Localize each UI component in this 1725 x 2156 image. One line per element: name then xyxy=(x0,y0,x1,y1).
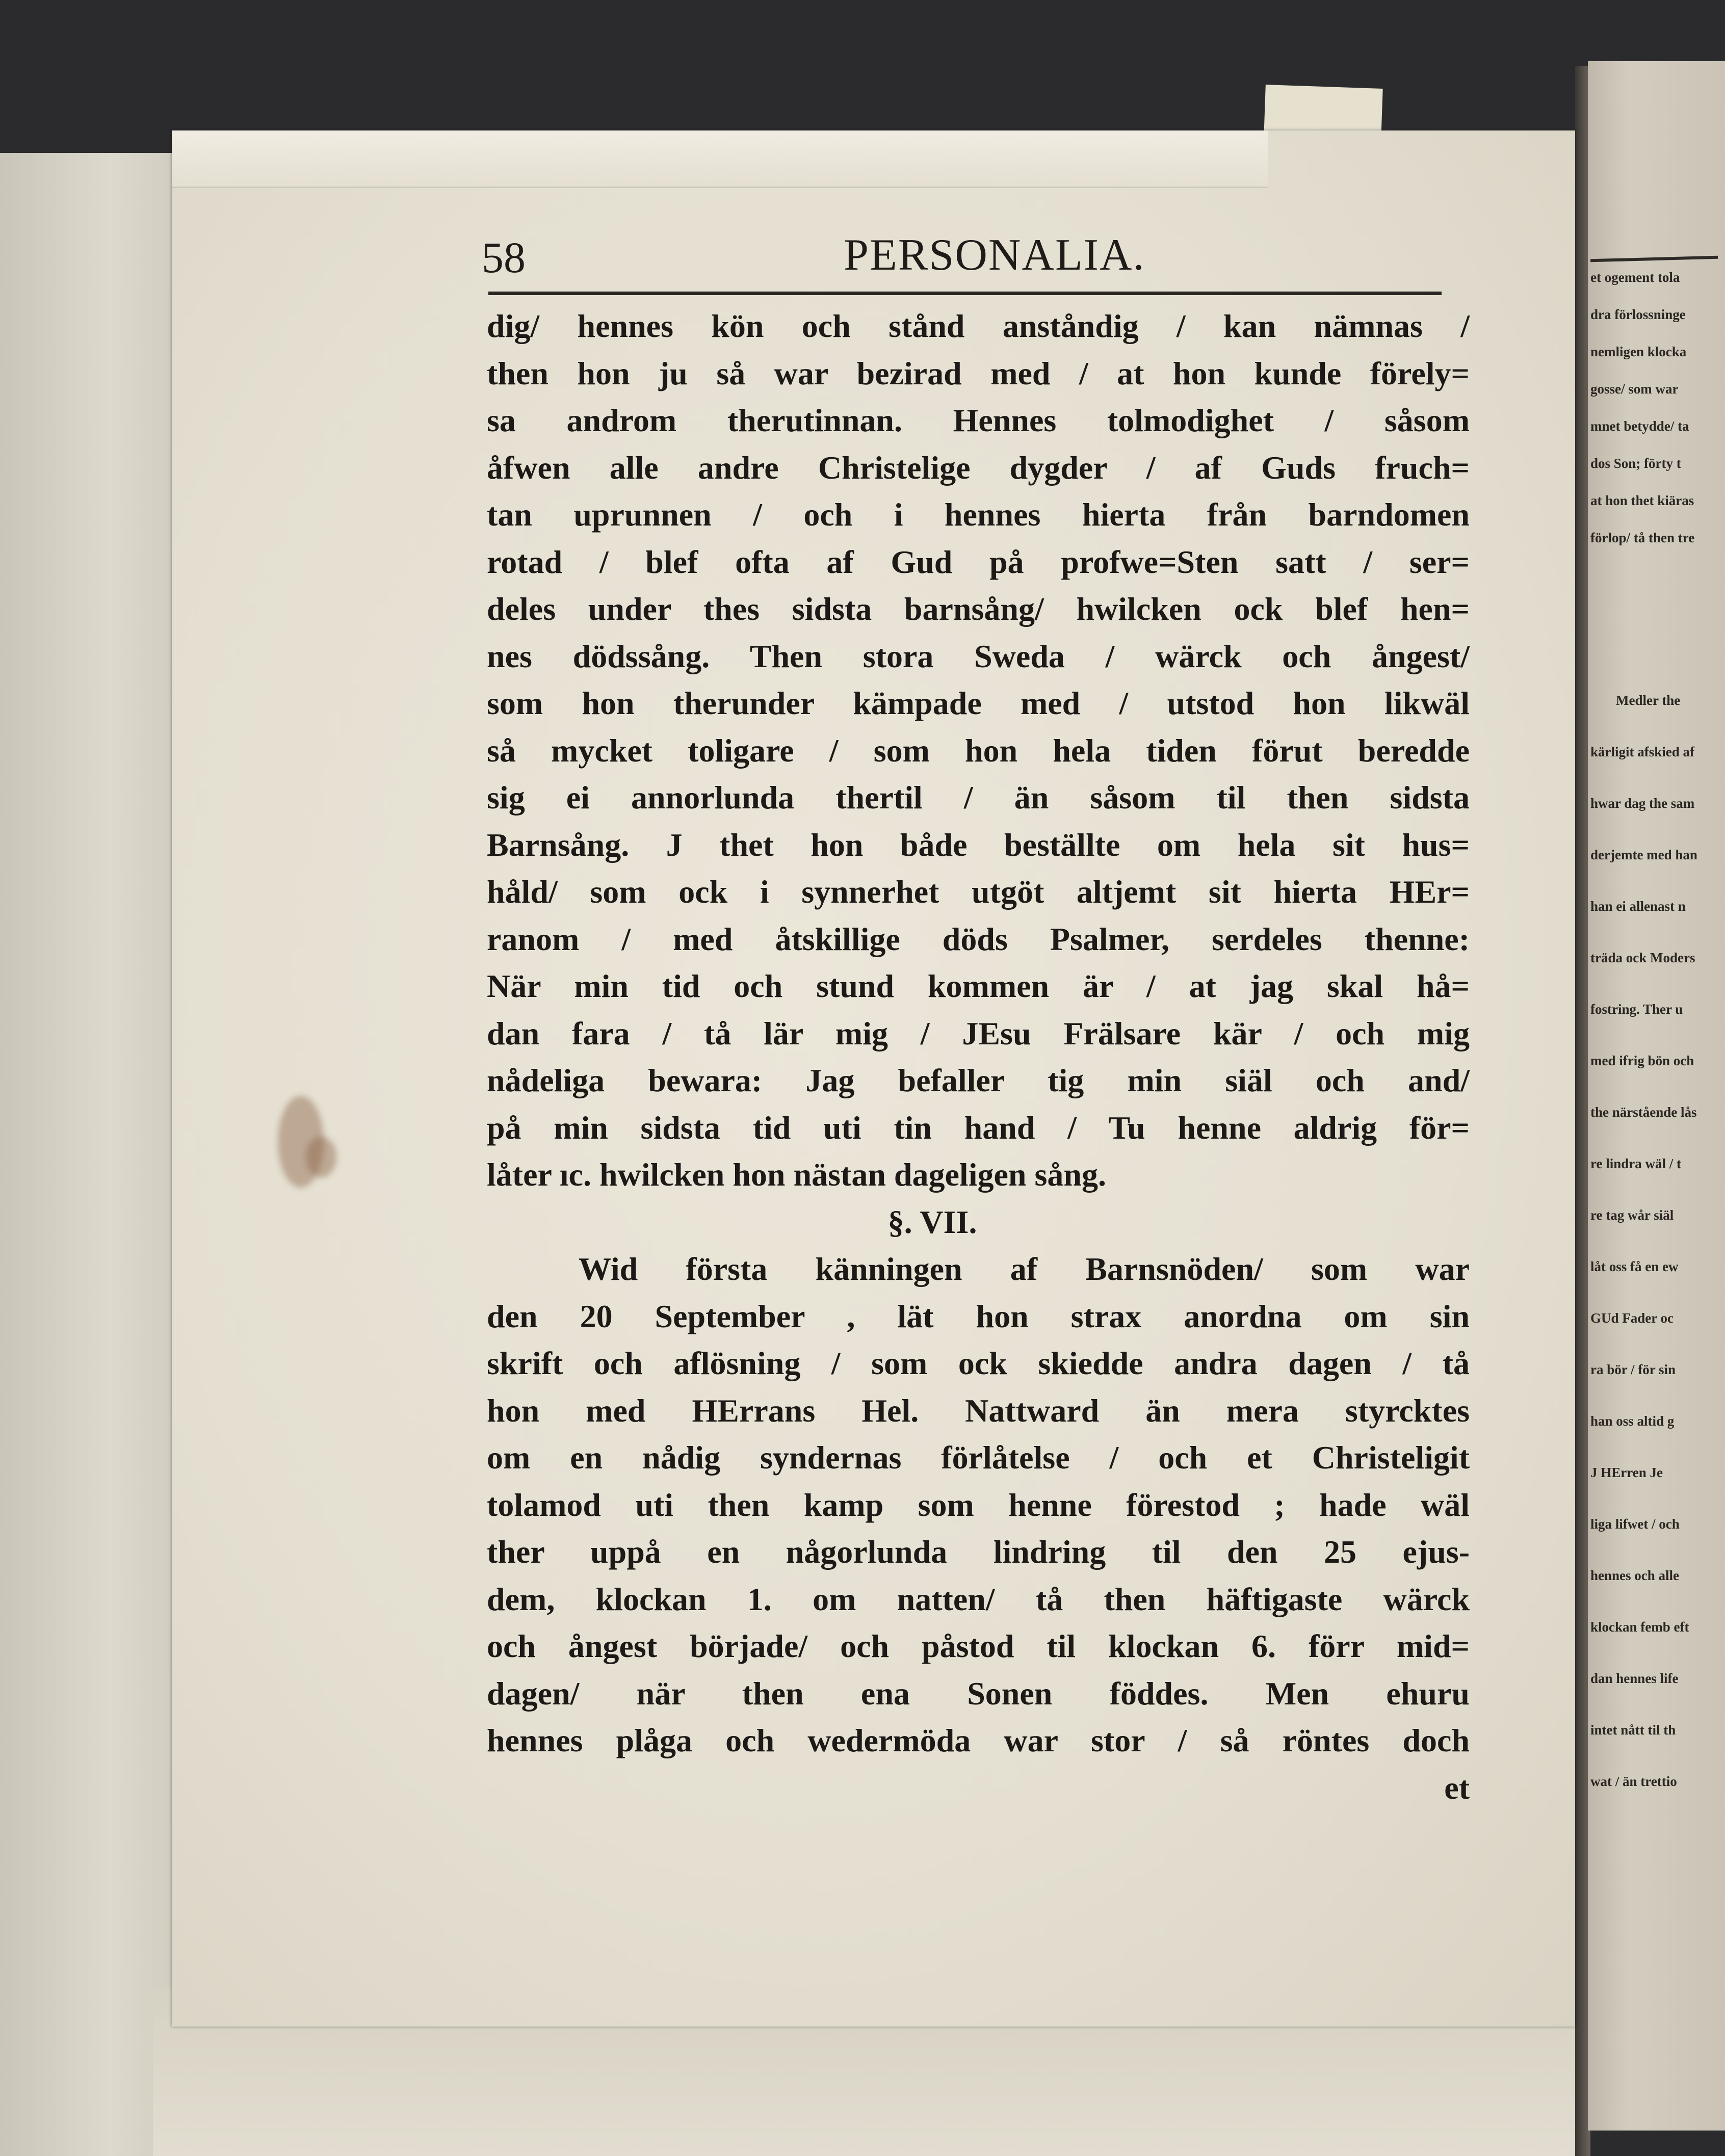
text-line: om en nådig syndernas förlåtelse / och et Christeligit xyxy=(487,1439,1470,1476)
text-line: deles under thes sidsta barnsång/ hwilcken ock blef hen= xyxy=(487,591,1470,627)
text-line: nes dödssång. Then stora Sweda / wärck och ångest/ xyxy=(487,638,1470,674)
facing-page-line: låt oss få en ew xyxy=(1590,1259,1679,1274)
section-heading: §. VII. xyxy=(887,1203,977,1240)
facing-page-line: hennes och alle xyxy=(1590,1568,1680,1583)
text-line: hon med HErrans Hel. Nattward än mera styrcktes xyxy=(487,1392,1470,1429)
facing-page-line: han oss altid g xyxy=(1590,1413,1675,1429)
text-line: rotad / blef ofta af Gud på profwe=Sten satt / ser= xyxy=(487,543,1470,580)
text-line: dig/ hennes kön och stånd anståndig / kan nämnas / xyxy=(487,308,1470,344)
facing-page-line: GUd Fader oc xyxy=(1590,1310,1674,1326)
facing-page-line: mnet betydde/ ta xyxy=(1590,418,1689,434)
page-top-edge xyxy=(172,130,1268,188)
previous-page-edge xyxy=(0,153,184,2156)
facing-page-line: ra bör / för sin xyxy=(1590,1362,1676,1377)
facing-page-line: dan hennes life xyxy=(1590,1671,1679,1686)
facing-page-line: Medler the xyxy=(1616,693,1681,708)
text-line: Wid första känningen af Barnsnöden/ som war xyxy=(579,1251,1470,1287)
facing-page-line: han ei allenast n xyxy=(1590,899,1686,914)
text-line: den 20 September , lät hon strax anordna om sin xyxy=(487,1298,1470,1334)
text-line: åfwen alle andre Christelige dygder / af Guds fruch= xyxy=(487,449,1470,486)
paper-stain xyxy=(306,1137,336,1177)
facing-page-line: intet nått til th xyxy=(1590,1722,1676,1738)
text-line: hennes plåga och wedermöda war stor / så röntes doch xyxy=(487,1722,1470,1758)
facing-page-line: med ifrig bön och xyxy=(1590,1053,1694,1068)
facing-page-line: liga lifwet / och xyxy=(1590,1516,1680,1532)
running-title: PERSONALIA. xyxy=(844,230,1145,280)
facing-page xyxy=(1588,61,1725,2131)
facing-page-line: wat / än trettio xyxy=(1590,1774,1677,1789)
text-line: sa androm therutinnan. Hennes tolmodighet / såsom xyxy=(487,402,1470,438)
facing-page-line: derjemte med han xyxy=(1590,847,1697,862)
text-line: skrift och aflösning / som ock skiedde andra dagen / tå xyxy=(487,1345,1470,1381)
facing-page-line: fostring. Ther u xyxy=(1590,1002,1683,1017)
facing-page-line: nemligen klocka xyxy=(1590,344,1687,359)
text-line: på min sidsta tid uti tin hand / Tu henne aldrig för= xyxy=(487,1109,1470,1146)
facing-page-line: hwar dag the sam xyxy=(1590,796,1695,811)
body-text xyxy=(487,303,1470,1811)
text-line: tolamod uti then kamp som henne förestod ; hade wäl xyxy=(487,1486,1470,1523)
text-line: som hon therunder kämpade med / utstod hon likwäl xyxy=(487,685,1470,721)
text-line: nådeliga bewara: Jag befaller tig min siäl och and/ xyxy=(487,1062,1470,1098)
facing-page-line: dos Son; förty t xyxy=(1590,456,1681,471)
text-line: håld/ som ock i synnerhet utgöt altjemt sit hierta HEr= xyxy=(487,874,1470,910)
facing-page-line: gosse/ som war xyxy=(1590,381,1679,397)
facing-page-line: kärligit afskied af xyxy=(1590,744,1695,759)
text-line: et xyxy=(1444,1769,1470,1806)
text-line: När min tid och stund kommen är / at jag skal hå= xyxy=(487,968,1470,1004)
text-line: sig ei annorlunda thertil / än såsom til then sidsta xyxy=(487,779,1470,816)
facing-page-line: klockan femb eft xyxy=(1590,1619,1689,1635)
header-rule xyxy=(488,292,1442,295)
text-line: dan fara / tå lär mig / JEsu Frälsare kär / och mig xyxy=(487,1015,1470,1051)
facing-page-line: re tag wår siäl xyxy=(1590,1207,1674,1223)
page-number: 58 xyxy=(482,233,526,282)
text-line: ranom / med åtskillige döds Psalmer, serdeles thenne: xyxy=(487,921,1470,957)
text-line: och ångest började/ och påstod til klockan 6. förr mid= xyxy=(487,1628,1470,1664)
text-line: låter ıc. hwilcken hon nästan dageligen sång. xyxy=(487,1156,1106,1193)
facing-page-line: et ogement tola xyxy=(1590,270,1680,285)
text-line: ther uppå en någorlunda lindring til den 25 ejus- xyxy=(487,1534,1470,1570)
text-line: tan uprunnen / och i hennes hierta från barndomen xyxy=(487,496,1470,533)
text-line: dagen/ när then ena Sonen föddes. Men ehuru xyxy=(487,1675,1470,1712)
facing-page-line: träda ock Moders xyxy=(1590,950,1695,965)
facing-page-line: at hon thet kiäras xyxy=(1590,493,1694,508)
facing-page-line: J HErren Je xyxy=(1590,1465,1663,1480)
text-line: så mycket toligare / som hon hela tiden förut beredde xyxy=(487,732,1470,769)
facing-page-line: re lindra wäl / t xyxy=(1590,1156,1681,1171)
text-line: Barnsång. J thet hon både beställte om hela sit hus= xyxy=(487,826,1470,863)
facing-page-line: the närstående lås xyxy=(1590,1105,1697,1120)
facing-page-line: förlop/ tå then tre xyxy=(1590,530,1695,545)
text-line: dem, klockan 1. om natten/ tå then häftigaste wärck xyxy=(487,1581,1470,1617)
text-line: then hon ju så war bezirad med / at hon kunde förely= xyxy=(487,355,1470,391)
facing-page-line: dra förlossninge xyxy=(1590,307,1686,322)
